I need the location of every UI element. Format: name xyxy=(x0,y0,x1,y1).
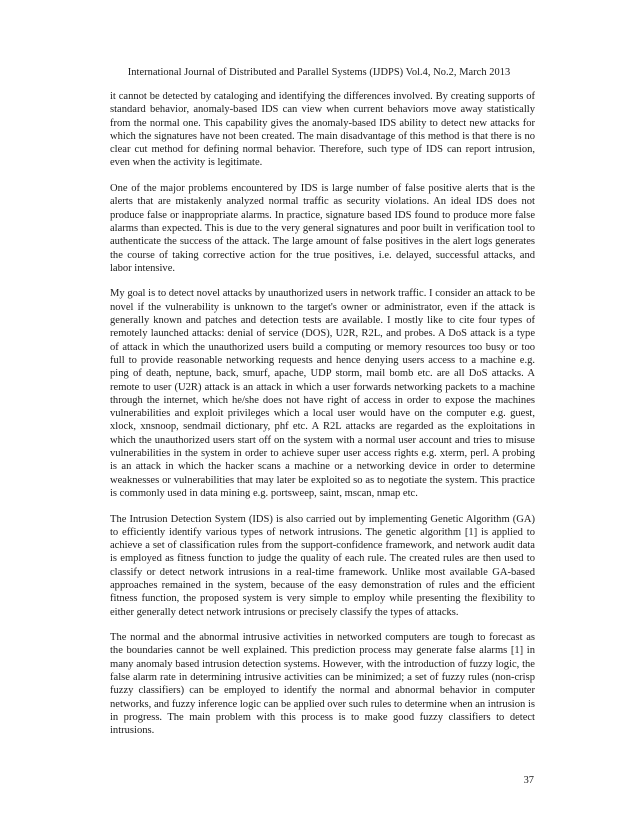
paragraph-genetic-algorithm: The Intrusion Detection System (IDS) is also carried out by implementing Genetic Algorithm (GA) to efficiently identify various types of network intrusions. The genetic algorithm [1] is applied to achieve a set of classification rules from the support-confidence framework, and network audit data is employed as fitness function to judge the quality of each rule. The created rules are then used to classify or detect network intrusions in a real-time framework. Unlike most available GA-based approaches remained in the system, because of the easy demonstration of rules and the efficient fitness function, the proposed system is very simple to employ while presenting the flexibility to either generally detect network intrusions or precisely classify the types of attacks. xyxy=(110,513,535,618)
paragraph-false-positives: One of the major problems encountered by IDS is large number of false positive alerts that is the alerts that are mistakenly analyzed normal traffic as security violations. An ideal IDS does not produce false or inappropriate alarms. In practice, signature based IDS found to produce more false alarms than expected. This is due to the very general signatures and poor built in verification tool to authenticate the success of the attack. The large amount of false positives in the alert logs generates the course of taking corrective action for the true positives, i.e. delayed, successful attacks, and labor intensive. xyxy=(110,183,535,274)
paragraph-anomaly-ids: it cannot be detected by cataloging and identifying the differences involved. By creating supports of standard behavior, anomaly-based IDS can view when current behaviors move away statistically from the normal one. This capability gives the anomaly-based IDS ability to detect new attacks for which the signatures have not been created. The main disadvantage of this method is that there is no clear cut method for defining normal behavior. Therefore, such type of IDS can report intrusion, even when the activity is legitimate. xyxy=(110,91,535,169)
paragraph-novel-attacks: My goal is to detect novel attacks by unauthorized users in network traffic. I consider an attack to be novel if the vulnerability is unknown to the target's owner or administrator, even if the attack is generally known and patches and detection tests are available. I mostly like to cite four types of remotely launched attacks: denial of service (DOS), U2R, R2L, and probes. A DoS attack is a type of attack in which the unauthorized users build a computing or memory resources too busy or too full to provide reasonable networking requests and hence denying users access to a machine e.g. ping of death, neptune, back, smurf, apache, UDP storm, mail bomb etc. are all DoS attacks. A remote to user (U2R) attack is an attack in which a user forwards networking packets to a machine through the internet, which he/she does not have right of access in order to expose the machines vulnerabilities and exploit privileges which a local user would have on the computer e.g. guest, xlock, xnsnoop, sendmail dictionary, phf etc. A R2L attacks are regarded as the exploitations in which the unauthorized users start off on the system with a normal user account and tries to misuse vulnerabilities in the system in order to achieve super user access rights e.g. xterm, perl. A probing is an attack in which the hacker scans a machine or a networking device in order to determine weaknesses or vulnerabilities that may later be exploited so as to negotiate the system. This practice is commonly used in data mining e.g. portsweep, saint, mscan, nmap etc. xyxy=(110,288,535,499)
body-text xyxy=(110,90,535,750)
running-header: International Journal of Distributed and Parallel Systems (IJDPS) Vol.4, No.2, March 2013 xyxy=(127,67,511,78)
paragraph-fuzzy-logic: The normal and the abnormal intrusive activities in networked computers are tough to forecast as the boundaries cannot be well explained. This prediction process may generate false alarms [1] in many anomaly based intrusion detection systems. However, with the introduction of fuzzy logic, the false alarm rate in determining intrusive activities can be minimized; a set of fuzzy rules (non-crisp fuzzy classifiers) can be employed to identify the normal and abnormal behavior in computer networks, and fuzzy inference logic can be applied over such rules to determine when an intrusion is in progress. The main problem with this process is to make good fuzzy classifiers to detect intrusions. xyxy=(110,632,535,737)
page-number: 37 xyxy=(523,775,534,786)
